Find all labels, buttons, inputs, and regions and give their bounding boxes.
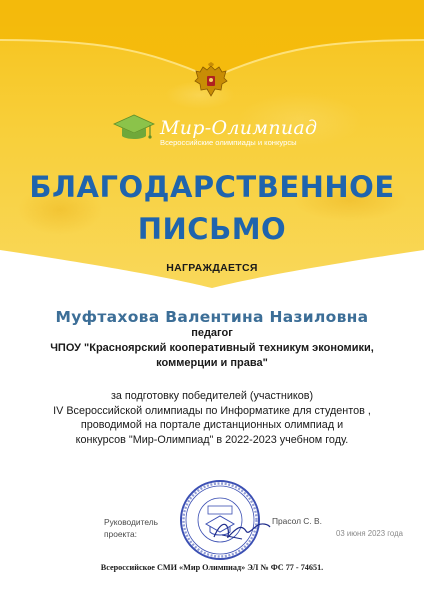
brand-logo [112, 108, 322, 148]
award-label: НАГРАЖДАЕТСЯ [166, 262, 258, 274]
description-line: за подготовку победителей (участников) [110, 390, 314, 402]
description-line: IV Всероссийской олимпиады по Информатике для студентов , [53, 404, 371, 417]
document-title-line2: ПИСЬМО [137, 212, 287, 246]
footer-registration: Всероссийское СМИ «Мир Олимпиад» ЭЛ № ФС 77 - 74651. [100, 563, 324, 572]
recipient-organization: ЧПОУ "Красноярский кооперативный техникум экономики, коммерции и права" [50, 342, 374, 369]
graduation-cap-icon [112, 112, 156, 146]
signer-role-label: Руководитель проекта: [104, 517, 158, 539]
document-title-line1: БЛАГОДАРСТВЕННОЕ [29, 170, 395, 204]
issue-date: 03 июня 2023 года [336, 529, 403, 538]
handwritten-signature [212, 515, 272, 545]
award-description [30, 389, 394, 447]
recipient-name: Муфтахова Валентина Назиловна [55, 308, 369, 326]
description-line: проводимой на портале дистанционных олимпиад и [80, 419, 344, 431]
brand-tagline: Всероссийские олимпиады и конкурсы [160, 138, 297, 147]
brand-name: Мир-Олимпиад [160, 117, 318, 139]
description-line: конкурсов "Мир-Олимпиад" в 2022-2023 учебном году. [75, 433, 349, 446]
coat-of-arms-icon [193, 62, 229, 102]
signer-name: Прасол С. В. [272, 516, 322, 526]
recipient-role: педагог [191, 327, 233, 339]
